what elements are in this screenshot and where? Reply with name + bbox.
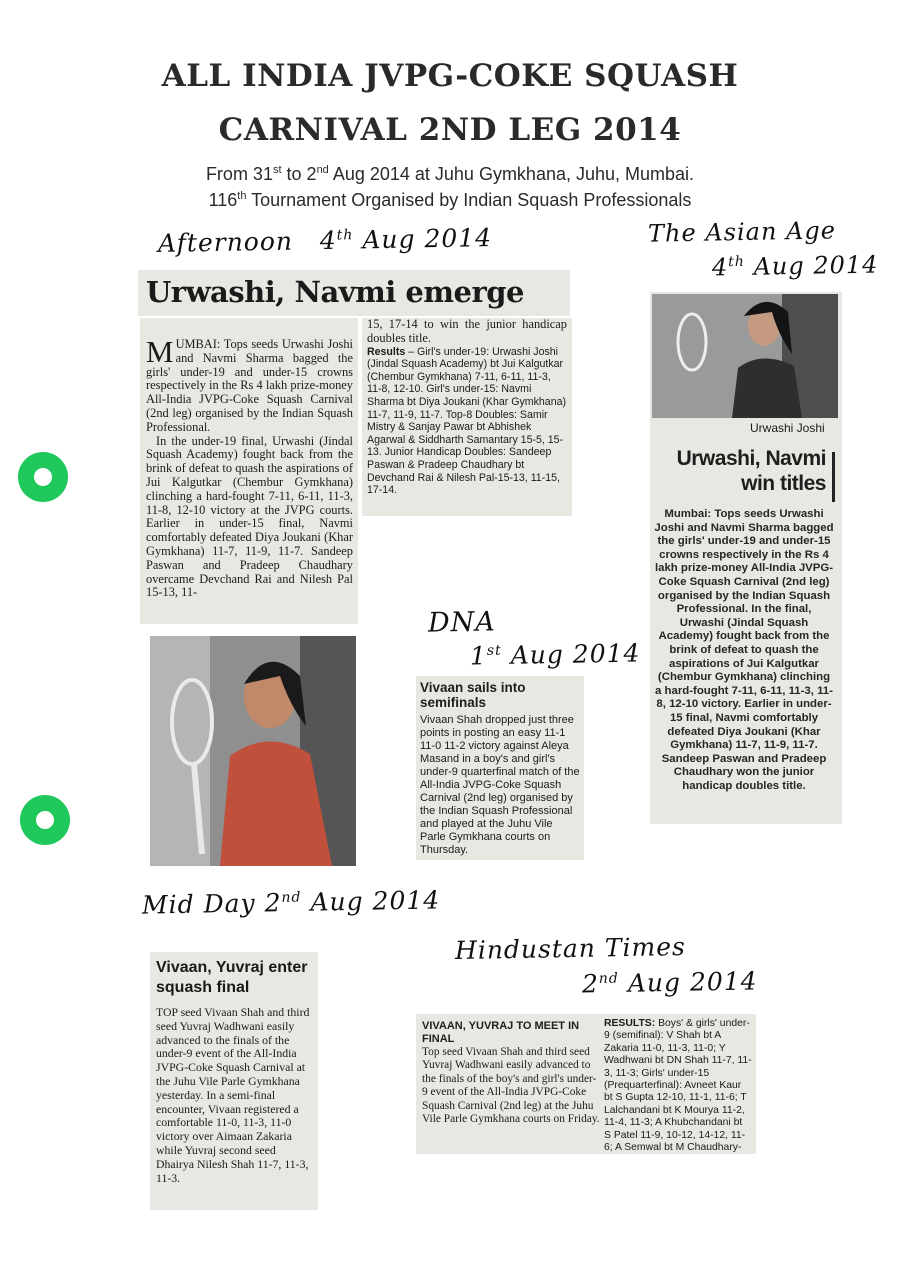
page-title-line2: CARNIVAL 2ND LEG 2014 <box>218 112 682 148</box>
ht-headline: VIVAAN, YUVRAJ TO MEET IN FINAL <box>422 1020 580 1045</box>
asian-age-headline: Urwashi, Navmi win titles <box>676 447 826 495</box>
annotation-hindustan-times-date: 2nd Aug 2014 <box>581 966 758 999</box>
annotation-afternoon: Afternoon 4th Aug 2014 <box>157 223 493 258</box>
mid-day-headline: Vivaan, Yuvraj enter squash final <box>156 959 308 996</box>
page-title-line1: ALL INDIA JVPG-COKE SQUASH <box>161 58 739 94</box>
annotation-hindustan-times: Hindustan Times <box>454 931 687 966</box>
urwashi-photo <box>652 294 838 418</box>
annotation-dna-date: 1st Aug 2014 <box>469 638 641 671</box>
afternoon-headline: Urwashi, Navmi emerge <box>146 275 524 309</box>
punch-hole-bottom <box>20 795 70 845</box>
afternoon-headline-box <box>138 270 570 316</box>
hindustan-times-clip <box>416 1014 756 1154</box>
afternoon-paragraph-1: UMBAI: Tops seeds Urwashi Joshi and Navmi Sharma bagged the girls' under-19 and under-15 crowns respectively in the Rs 4 lakh prize-money All-India JVPG-Coke Squash Carnival (2nd leg) organised by the Indian Squash Professional. <box>146 337 353 434</box>
afternoon-column-1 <box>140 318 358 624</box>
afternoon-results-label: Results <box>367 345 406 358</box>
asian-age-caption: Urwashi Joshi <box>750 421 825 435</box>
annotation-asian-age-date: 4th Aug 2014 <box>711 250 879 282</box>
afternoon-paragraph-2: In the under-19 final, Urwashi (Jindal Squash Academy) fought back from the brink of defeat to quash the aspirations of Jui Kalgutkar (Chembur Gymkhana) clinching a hard-fought 7-11, 6-11, 11-3, 11-8, 12-10 victory at the JVPG courts. Earlier in under-15 final, Navmi comfortably defeated Diya Joukani (Khar Gymkhana) 11-7, 11-9, 11-7. Sandeep Paswan and Pradeep Chaudhary overcame Devchand Rai and Nilesh Pal 15-13, 11- <box>146 433 353 600</box>
afternoon-column-2-text: 15, 17-14 to win the junior handicap doubles title. <box>367 318 567 345</box>
event-dates: From 31st to 2nd Aug 2014 at Juhu Gymkhana, Juhu, Mumbai. <box>205 164 695 184</box>
dna-headline: Vivaan sails into semifinals <box>420 680 526 710</box>
asian-age-body: Mumbai: Tops seeds Urwashi Joshi and Navmi Sharma bagged the girls' under-19 and under-15 crowns respectively in the Rs 4 lakh prize-money All-India JVPG-Coke Squash Carnival (2nd leg) organised by the Indian Squash Professional. In the final, Urwashi (Jindal Squash Academy) fought back from the brink of defeat to quash the aspirations of Jui Kalgutkar (Chembur Gymkhana) clinching a hard-fought 7-11, 6-11, 11-3, 11-8, 12-10 victory. Earlier in under-15 final, Navmi comfortably defeated Diya Joukani (Khar Gymkhana) 11-7, 11-9, 11-7. Sandeep Paswan and Pradeep Chaudhary won the junior handicap doubles title. <box>654 508 834 792</box>
asian-age-clip <box>650 292 842 824</box>
dna-clip <box>416 676 584 860</box>
annotation-mid-day: Mid Day 2nd Aug 2014 <box>141 885 441 920</box>
afternoon-column-2 <box>362 318 572 516</box>
event-organiser: 116th Tournament Organised by Indian Squash Professionals <box>208 190 692 210</box>
ht-body: Top seed Vivaan Shah and third seed Yuvraj Wadhwani easily advanced to the finals of the boy's and girl's under-9 event of the All-India JVPG-Coke Squash Carnival (2nd leg) at the Juhu Vile Parle Gymkhana courts on Friday. <box>422 1046 600 1126</box>
annotation-asian-age: The Asian Age <box>647 216 837 248</box>
dna-body: Vivaan Shah dropped just three points in posting an easy 11-1 11-0 11-2 victory against Aleya Masand in a boy's and girl's under-9 quarterfinal match of the All-India JVPG-Coke Squash Carnival (2nd leg) organised by the Indian Squash Professional and played at the Juhu Vile Parle Gymkhana courts on Thursday. <box>420 714 580 856</box>
punch-hole-top <box>18 452 68 502</box>
afternoon-results: – Girl's under-19: Urwashi Joshi (Jindal Squash Academy) bt Jui Kalgutkar (Chembur Gymkhana) 7-11, 6-11, 11-3, 11-8, 12-10. Girl's under-15: Navmi Sharma bt Diya Joukani (Khar Gymkhana) 11-7, 11-9, 11-7. Top-8 Doubles: Samir Mistry & Sanjay Pawar bt Abhishek Agarwal & Siddharth Samantary 15-5, 15-13. Junior Handicap Doubles: Sandeep Paswan & Pradeep Chaudhary bt Devchand Rai & Nilesh Pal-15-13, 11-15, 17-14. <box>367 345 567 497</box>
asian-age-photo <box>652 294 838 418</box>
mid-day-body: TOP seed Vivaan Shah and third seed Yuvraj Wadhwani easily advanced to the finals of the under-9 event of the All-India JVPG-Coke Squash Carnival at the Juhu Vile Parle Gymkhana yesterday. In a semi-final encounter, Vivaan registered a comfortable 11-0, 11-3, 11-0 victory over Aimaan Zakaria while Yuvraj second seed Dhairya Nilesh Shah 11-7, 11-3, 11-3. <box>156 1005 310 1185</box>
ht-results: RESULTS: Boys' & girls' under-9 (semifinal): V Shah bt A Zakaria 11-0, 11-3, 11-0; Y Wadhwani bt DN Shah 11-7, 11-3, 11-3; Girls' under-15 (Prequarterfinal): Avneet Kaur bt S Gupta 12-10, 11-1, 11-6; T Lalchandani bt K Mourya 11-2, 11-4, 11-3; A Khubchandani bt S Patel 11-9, 10-12, 14-12, 11-6; A Semwal bt M Chaudhary- <box>604 1018 752 1154</box>
afternoon-dropcap: M <box>146 334 174 369</box>
asian-age-rule <box>832 452 835 502</box>
annotation-dna: DNA <box>427 606 497 639</box>
mid-day-clip <box>150 952 318 1210</box>
ht-column-1 <box>422 1020 600 1126</box>
afternoon-photo <box>150 636 356 866</box>
squash-player-photo <box>150 636 356 866</box>
